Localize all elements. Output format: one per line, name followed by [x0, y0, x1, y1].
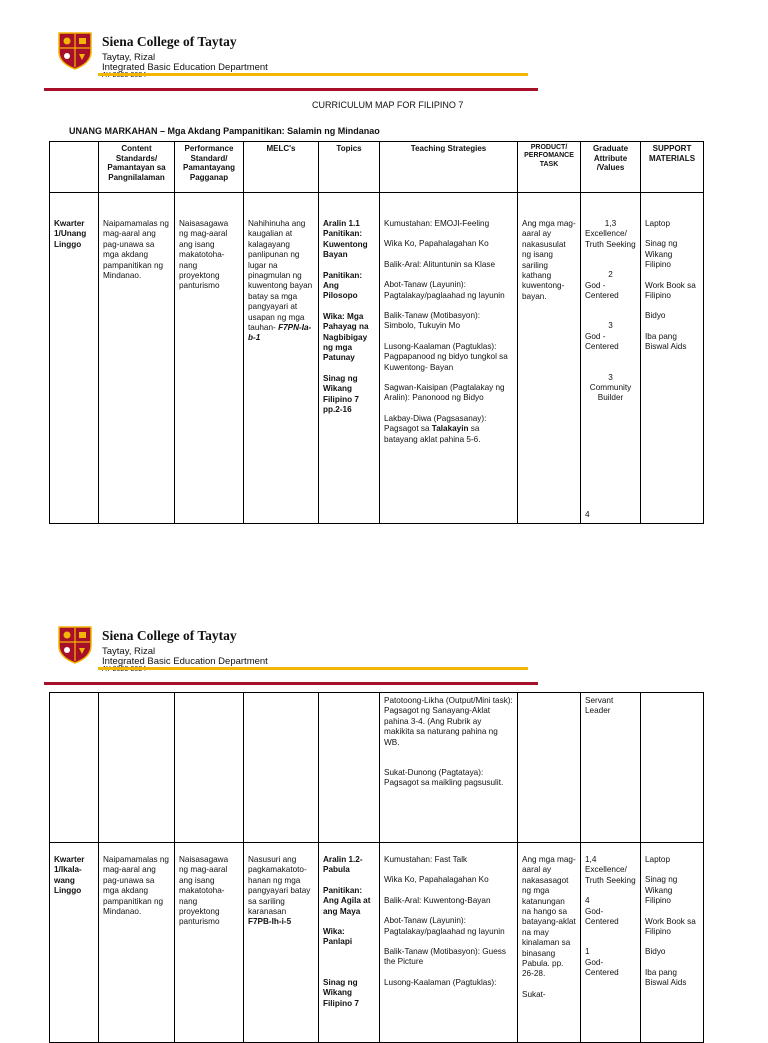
department-name: Integrated Basic Education Department — [102, 656, 268, 667]
table-row-week1 — [50, 193, 704, 524]
week1-topic-wika: Wika: Mga Pahayag na Nagbibigay ng mga Patunay — [323, 311, 369, 363]
week1-strategy: Balik-Tanaw (Motibasyon): Simbolo, Tukuyin Mo — [384, 311, 481, 331]
header-row — [50, 142, 704, 193]
attr-num: 1 — [585, 947, 590, 957]
week1-strategy: Abot-Tanaw (Layunin): Pagtalakay/paglaahad ng layunin — [384, 280, 505, 300]
attr-text: God - Centered — [585, 331, 619, 352]
week1-melc-text: Nahihinuha ang kaugalian at kalagayang panlipunan ng lugar na pinagmulan ng kuwentong bayan batay sa mga pangyayari at usapan ng mga tauhan- — [248, 219, 313, 333]
strategy-last-post: sa batayang aklat pahina 5-6. — [384, 424, 481, 444]
attr-num: 2 — [608, 270, 613, 280]
week1-topic-panitikan-2: Panitikan: Ang Pilosopo — [323, 270, 363, 301]
melc-cell — [244, 193, 319, 524]
attr-num: 1,3 — [604, 219, 617, 228]
week1-strategy: Balik-Aral: Alituntunin sa Klase — [384, 259, 496, 269]
attr-trailing-number: 4 — [585, 509, 590, 519]
quarter-label: UNANG MARKAHAN – Mga Akdang Pampanitikan: Salamin ng Mindanao — [69, 126, 380, 136]
week1-topic-aralin: Aralin 1.1 — [323, 219, 360, 228]
attr-num: 1,4 — [585, 855, 597, 864]
attr-text: Community Builder — [589, 383, 632, 403]
continuation-strategy: Sukat-Dunong (Pagtataya): Pagsagot sa maikling pagsusulit. — [384, 768, 504, 788]
header-cell — [50, 142, 99, 193]
attr-text: Excellence/ Truth Seeking — [585, 229, 636, 249]
week1-strategy: Wika Ko, Papahalagahan Ko — [384, 239, 489, 249]
week2-topic-wika: Wika: Panlapi — [323, 927, 353, 947]
header-topics: Topics — [319, 142, 380, 193]
continuation-attribute: Servant Leader — [585, 696, 614, 716]
week2-melc-text: Nasusuri ang pagkamakatoto-hanan ng mga pangyayari batay sa sariling karanasan — [248, 855, 311, 917]
week1-strategy: Lusong-Kaalaman (Pagtuklas): Pagpapanood ng bidyo tungkol sa Kuwentong- Bayan — [384, 341, 508, 372]
attr-num: 3 — [608, 321, 613, 331]
material-item: Work Book sa Filipino — [645, 280, 696, 301]
header-teaching-strategies: Teaching Strategies — [380, 142, 518, 193]
material-item: Work Book sa Filipino — [645, 916, 696, 937]
content-standard-cell — [99, 193, 175, 524]
attr-text: Excellence/ Truth Seeking — [585, 865, 636, 885]
week1-strategy: Kumustahan: EMOJI-Feeling — [384, 219, 490, 228]
strategies-cell — [380, 193, 518, 524]
material-item: Iba pang Biswal Aids — [645, 967, 687, 988]
materials-cell — [641, 193, 704, 524]
week1-performance-standard: Naisasagawa ng mag-aaral ang isang makatotoha-nang proyektong panturismo — [179, 219, 229, 291]
empty-cell — [175, 693, 244, 843]
attributes-cell — [581, 193, 641, 524]
attributes-cell — [581, 693, 641, 843]
document-title: CURRICULUM MAP FOR FILIPINO 7 — [312, 100, 464, 110]
page1-header — [0, 28, 768, 108]
week1-strategy-last — [384, 414, 513, 445]
header-graduate-attribute: Graduate Attribute /Values — [581, 142, 641, 193]
week2-strategy: Lusong-Kaalaman (Pagtuklas): — [384, 977, 497, 987]
week1-label: Kwarter 1/Unang Linggo — [54, 219, 87, 249]
empty-cell — [641, 693, 704, 843]
materials-cell — [641, 843, 704, 1043]
week1-topic-panitikan: Panitikan: Kuwentong Bayan — [323, 229, 368, 260]
week-label — [50, 193, 99, 524]
melc-cell — [244, 843, 319, 1043]
college-seal-icon — [55, 624, 95, 664]
week2-label: Kwarter 1/Ikala-wang Linggo — [54, 855, 85, 896]
empty-cell — [244, 693, 319, 843]
material-item: Bidyo — [645, 311, 666, 321]
strategy-last-pre: Lakbay-Diwa (Pagsasanay): Pagsagot sa — [384, 413, 487, 434]
week1-content-standard: Naipamamalas ng mag-aaral ang pag-unawa sa mga akdang pampanitikan ng Mindanao. — [103, 219, 169, 281]
attr-text: God-Centered — [585, 906, 619, 927]
maroon-divider — [44, 682, 538, 685]
week2-product-tail: Sukat- — [522, 989, 546, 999]
week2-strategy: Balik-Aral: Kuwentong-Bayan — [384, 895, 491, 905]
table-row-week2 — [50, 843, 704, 1043]
empty-cell — [518, 693, 581, 843]
material-item: Laptop — [645, 855, 671, 864]
gold-divider — [98, 667, 528, 670]
performance-standard-cell — [175, 843, 244, 1043]
page2-header — [0, 622, 768, 702]
school-location: Taytay, Rizal — [102, 646, 156, 657]
week2-strategy: Kumustahan: Fast Talk — [384, 855, 468, 864]
header-performance-standard: Performance Standard/ Pamantayang Pagganap — [175, 142, 244, 193]
maroon-divider — [44, 88, 538, 91]
attr-text: God - Centered — [585, 280, 619, 301]
performance-standard-cell — [175, 193, 244, 524]
week2-strategy: Balik-Tanaw (Motibasyon): Guess the Picture — [384, 947, 506, 967]
material-item: Laptop — [645, 219, 671, 228]
strategies-cell — [380, 843, 518, 1043]
curriculum-table-page2 — [49, 692, 704, 1043]
curriculum-table-page1 — [49, 141, 704, 524]
content-standard-cell — [99, 843, 175, 1043]
attr-num: 3 — [608, 372, 613, 382]
strategies-cell — [380, 693, 518, 843]
week2-topic-aralin: Aralin 1.2- Pabula — [323, 855, 363, 875]
product-cell — [518, 843, 581, 1043]
topics-cell — [319, 843, 380, 1043]
week1-strategy: Sagwan-Kaisipan (Pagtalakay ng Aralin): Panonood ng Bidyo — [384, 383, 505, 403]
strategy-last-bold: Talakayin — [431, 424, 469, 434]
week2-topic-panitikan: Panitikan: Ang Agila at ang Maya — [323, 885, 371, 916]
empty-cell — [50, 693, 99, 843]
week2-melc-code: F7PB-Ih-i-5 — [248, 917, 292, 927]
header-support-materials: SUPPORT MATERIALS — [641, 142, 704, 193]
attr-text: God-Centered — [585, 957, 619, 978]
product-cell — [518, 193, 581, 524]
empty-cell — [99, 693, 175, 843]
material-item: Sinag ng Wikang Filipino — [645, 239, 678, 270]
college-seal-icon — [55, 30, 95, 70]
table-row-continuation — [50, 693, 704, 843]
week2-strategy: Abot-Tanaw (Layunin): Pagtalakay/paglaahad ng layunin — [384, 916, 505, 936]
school-name: Siena College of Taytay — [102, 628, 237, 643]
week1-melc-code: F7PN-Ia-b-1 — [248, 323, 312, 343]
week2-topic-book: Sinag ng Wikang Filipino 7 — [323, 977, 359, 1008]
attributes-cell — [581, 843, 641, 1043]
continuation-strategy: Patotoong-Likha (Output/Mini task): Pagsagot ng Sanayang-Aklat pahina 3-4. (Ang Rubrik ay makikita sa naturang pahina ng WB. — [384, 696, 513, 747]
header-content-standards: Content Standards/ Pamantayan sa Pangnilalaman — [99, 142, 175, 193]
week1-product: Ang mga mag-aaral ay nakasusulat ng isang sariling kathang kuwentong-bayan. — [522, 219, 576, 301]
empty-cell — [319, 693, 380, 843]
school-name: Siena College of Taytay — [102, 34, 237, 49]
week2-strategy: Wika Ko, Papahalagahan Ko — [384, 875, 489, 885]
department-name: Integrated Basic Education Department — [102, 62, 268, 73]
gold-divider — [98, 73, 528, 76]
attr-num: 4 — [585, 896, 590, 906]
week1-topic-book: Sinag ng Wikang Filipino 7 pp.2-16 — [323, 373, 359, 415]
week2-product: Ang mga mag-aaral ay nakasasagot ng mga katanungan na hango sa batayang-aklat na may kinalaman sa binasang Pabula. pp. 26-28. — [522, 855, 576, 979]
school-location: Taytay, Rizal — [102, 52, 156, 63]
week2-content-standard: Naipamamalas ng mag-aaral ang pag-unawa sa mga akdang pampanitikan ng Mindanao. — [103, 855, 169, 917]
topics-cell — [319, 193, 380, 524]
week-label — [50, 843, 99, 1043]
material-item: Bidyo — [645, 947, 666, 957]
header-melcs: MELC's — [244, 142, 319, 193]
week2-performance-standard: Naisasagawa ng mag-aaral ang isang makatotoha-nang proyektong panturismo — [179, 855, 229, 927]
material-item: Iba pang Biswal Aids — [645, 331, 687, 352]
header-product-task: PRODUCT/ PERFOMANCE TASK — [518, 142, 581, 193]
material-item: Sinag ng Wikang Filipino — [645, 875, 678, 906]
